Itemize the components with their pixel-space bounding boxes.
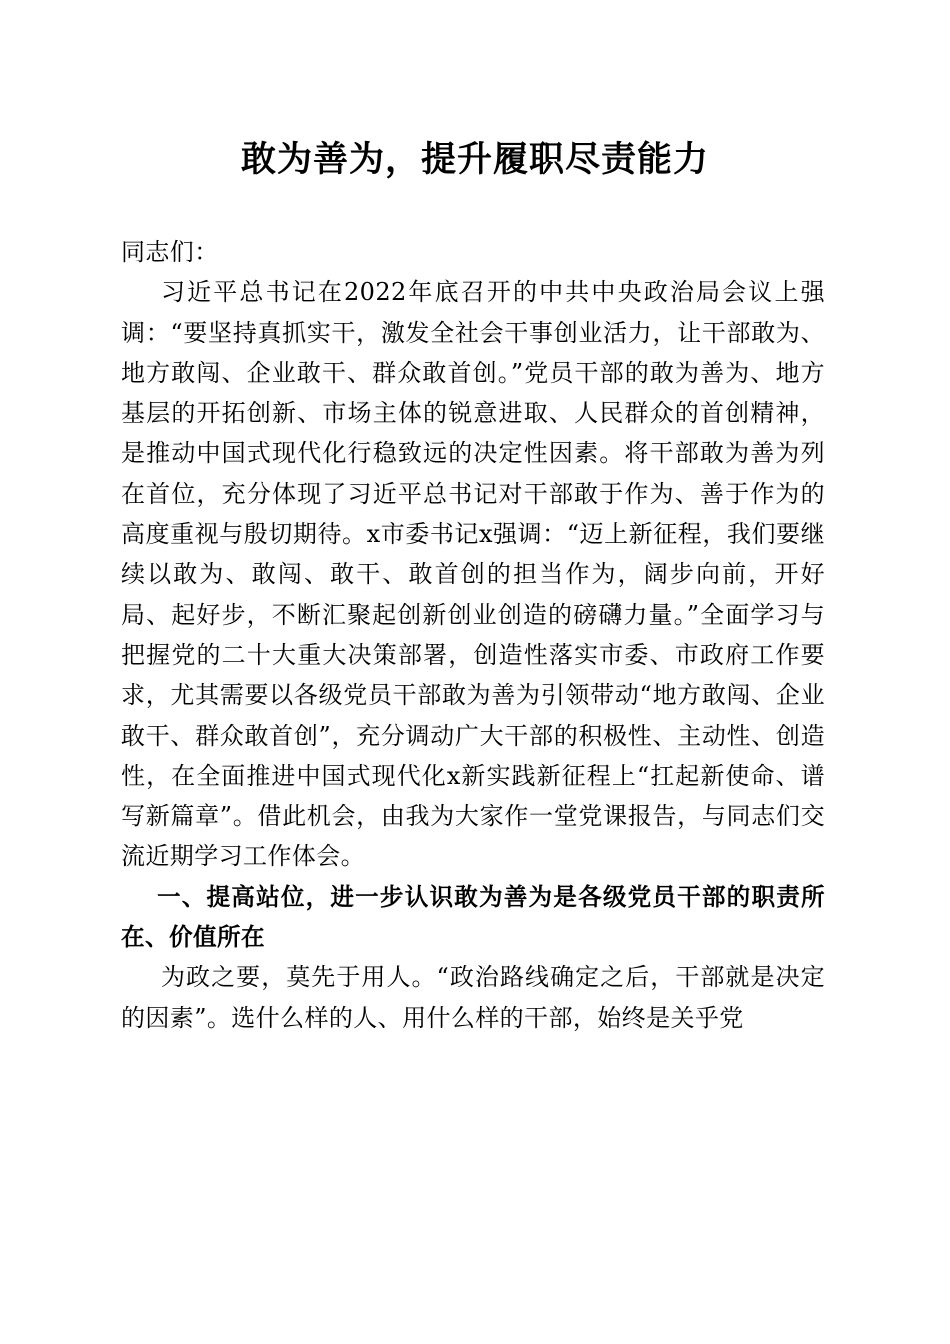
intro-paragraph: 习近平总书记在2022年底召开的中共中央政治局会议上强调：“要坚持真抓实干，激发全社会干事创业活力，让干部敢为、地方敢闯、企业敢干、群众敢首创。”党员干部的敢为善为、地方基层的开拓创新、市场主体的锐意进取、人民群众的首创精神，是推动中国式现代化行稳致远的决定性因素。将干部敢为善为列在首位，充分体现了习近平总书记对干部敢于作为、善于作为的高度重视与殷切期待。x市委书记x强调：“迈上新征程，我们要继续以敢为、敢闯、敢干、敢首创的担当作为，阔步向前，开好局、起好步，不断汇聚起创新创业创造的磅礴力量。”全面学习与把握党的二十大重大决策部署，创造性落实市委、市政府工作要求，尤其需要以各级党员干部敢为善为引领带动“地方敢闯、企业敢干、群众敢首创”，充分调动广大干部的积极性、主动性、创造性，在全面推进中国式现代化x新实践新征程上“扛起新使命、谱写新篇章”。借此机会，由我为大家作一堂党课报告，与同志们交流近期学习工作体会。 — [121, 278, 825, 871]
document-title: 敢为善为，提升履职尽责能力 — [240, 139, 709, 180]
salutation: 同志们： — [121, 238, 219, 266]
section-paragraph: 为政之要，莫先于用人。“政治路线确定之后，干部就是决定的因素”。选什么样的人、用什么样的干部，始终是关乎党 — [121, 963, 825, 1032]
document-body — [121, 232, 825, 1038]
section-heading: 一、提高站位，进一步认识敢为善为是各级党员干部的职责所在、价值所在 — [121, 882, 825, 952]
